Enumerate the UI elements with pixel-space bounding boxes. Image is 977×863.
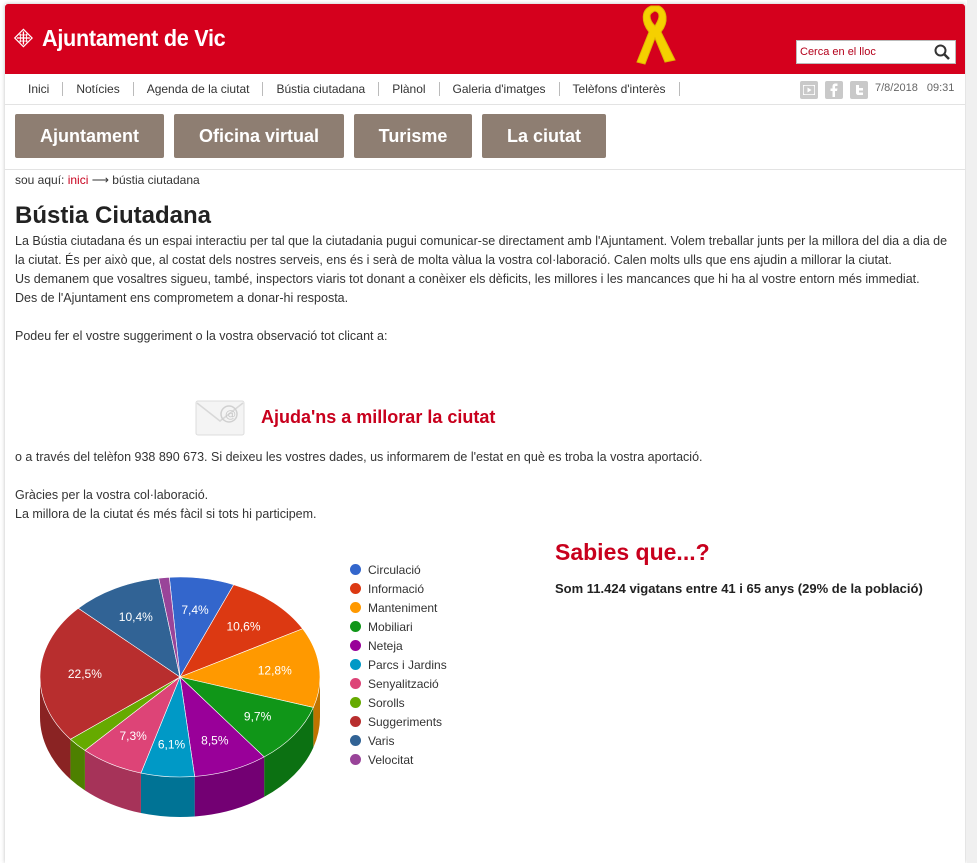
svg-text:@: @ [225,408,236,421]
tab-la-ciutat[interactable]: La ciutat [482,114,606,158]
nav-galeria[interactable]: Galeria d'imatges [440,82,560,96]
tab-turisme[interactable]: Turisme [354,114,472,158]
legend-label: Circulació [368,562,421,577]
yellow-ribbon-icon [633,4,679,66]
pie-data-label: 10,4% [118,609,153,624]
legend-item[interactable] [350,636,447,655]
legend-item[interactable] [350,693,447,712]
breadcrumb-arrow: ⟶ [91,173,109,187]
nav-noticies[interactable]: Notícies [63,82,133,96]
page-title: Bústia Ciutadana [15,202,212,229]
main-content [15,202,960,346]
sabies-title: Sabies que...? [555,539,710,565]
legend-item[interactable] [350,579,447,598]
date-time [875,82,954,94]
intro-paragraph: La Bústia ciutadana és un espai interactiu per tal que la ciutadania pugui comunicar-se directament amb l'Ajuntament. Volem treballar junts per la millora del dia a dia de la ciutat. És per això que, al costat dels nostres serveis, ens és i serà de molta vàlua la vostra col·laboració. Calen molts ulls que ens ajudin a millorar la ciutat. [15,234,948,267]
facebook-icon[interactable] [825,81,843,99]
site-logo[interactable] [11,10,237,66]
legend-swatch [350,678,361,689]
breadcrumb-home-link[interactable]: inici [67,173,89,187]
cta-link[interactable]: Ajuda'ns a millorar la ciutat [261,406,496,427]
legend-item[interactable] [350,598,447,617]
page-container [5,4,965,863]
chart-legend [350,560,447,769]
legend-swatch [350,621,361,632]
nav-agenda[interactable]: Agenda de la ciutat [134,82,264,96]
legend-item[interactable] [350,712,447,731]
pie-data-label: 10,6% [226,619,261,634]
suggest-text: Podeu fer el vostre suggeriment o la vostra observació tot clicant a: [15,329,388,343]
legend-label: Suggeriments [368,714,443,729]
main-navigation [15,114,606,158]
search-input[interactable] [797,42,931,62]
current-time: 09:31 [926,82,955,94]
legend-item[interactable] [350,674,447,693]
search-box [796,40,956,64]
nav-inici[interactable]: Inici [15,82,63,96]
nav-planol[interactable]: Plànol [379,82,439,96]
legend-item[interactable] [350,750,447,769]
breadcrumb [15,173,200,187]
pie-data-label: 9,7% [243,709,272,724]
legend-swatch [350,583,361,594]
legend-label: Mobiliari [368,619,413,634]
legend-item[interactable] [350,560,447,579]
legend-label: Sorolls [368,695,405,710]
city-emblem-icon [13,14,34,62]
legend-item[interactable] [350,655,447,674]
contact-info [15,448,960,524]
scrollbar[interactable] [967,0,977,863]
pie-data-label: 8,5% [201,733,229,748]
legend-label: Velocitat [368,752,414,767]
legend-swatch [350,735,361,746]
legend-label: Informació [368,581,425,596]
legend-item[interactable] [350,617,447,636]
legend-swatch [350,754,361,765]
breadcrumb-current: bústia ciutadana [112,173,200,187]
envelope-icon [195,397,245,437]
legend-label: Manteniment [368,600,438,615]
nav-telefons[interactable]: Telèfons d'interès [560,82,680,96]
pie-data-label: 7,4% [181,602,209,617]
youtube-icon[interactable] [800,81,818,99]
divider [5,169,965,170]
pie-data-label: 7,3% [119,729,147,744]
top-navigation [15,80,680,98]
intro-paragraph: Us demanem que vosaltres sigueu, també, inspectors viaris tot donant a conèixer els dèficits, les millores i les mancances que hi ha al vostre entorn més immediat. [15,272,920,286]
legend-item[interactable] [350,731,447,750]
twitter-icon[interactable] [850,81,868,99]
pie-data-label: 22,5% [67,667,102,682]
legend-swatch [350,602,361,613]
tab-oficina-virtual[interactable]: Oficina virtual [174,114,344,158]
legend-label: Neteja [368,638,403,653]
nav-bustia[interactable]: Bústia ciutadana [263,82,379,96]
thanks-text: Gràcies per la vostra col·laboració. [15,488,209,502]
divider [5,104,965,105]
social-links [800,81,868,99]
current-date: 7/8/2018 [875,82,918,94]
legend-swatch [350,659,361,670]
search-icon[interactable] [933,43,951,61]
closing-text: La millora de la ciutat és més fàcil si tots hi participem. [15,507,317,521]
intro-paragraph: Des de l'Ajuntament ens comprometem a donar-hi resposta. [15,291,349,305]
legend-label: Senyalització [368,676,439,691]
logo-text: Ajuntament de Vic [41,24,226,51]
sabies-text: Som 11.424 vigatans entre 41 i 65 anys (29% de la població) [555,581,923,596]
legend-swatch [350,640,361,651]
legend-swatch [350,564,361,575]
site-header [5,4,965,74]
phone-text: o a través del telèfon 938 890 673. Si deixeu les vostres dades, us informarem de l'estat en què es troba la vostra aportació. [15,450,703,464]
legend-swatch [350,716,361,727]
pie-data-label: 6,1% [157,737,186,752]
pie-slice-side [141,773,195,817]
suggestion-cta[interactable] [195,397,495,437]
pie-data-label: 12,8% [257,663,292,678]
legend-label: Varis [368,733,395,748]
breadcrumb-prefix: sou aquí: [15,173,65,187]
pie-chart [35,572,335,842]
legend-label: Parcs i Jardins [368,657,447,672]
tab-ajuntament[interactable]: Ajuntament [15,114,164,158]
legend-swatch [350,697,361,708]
